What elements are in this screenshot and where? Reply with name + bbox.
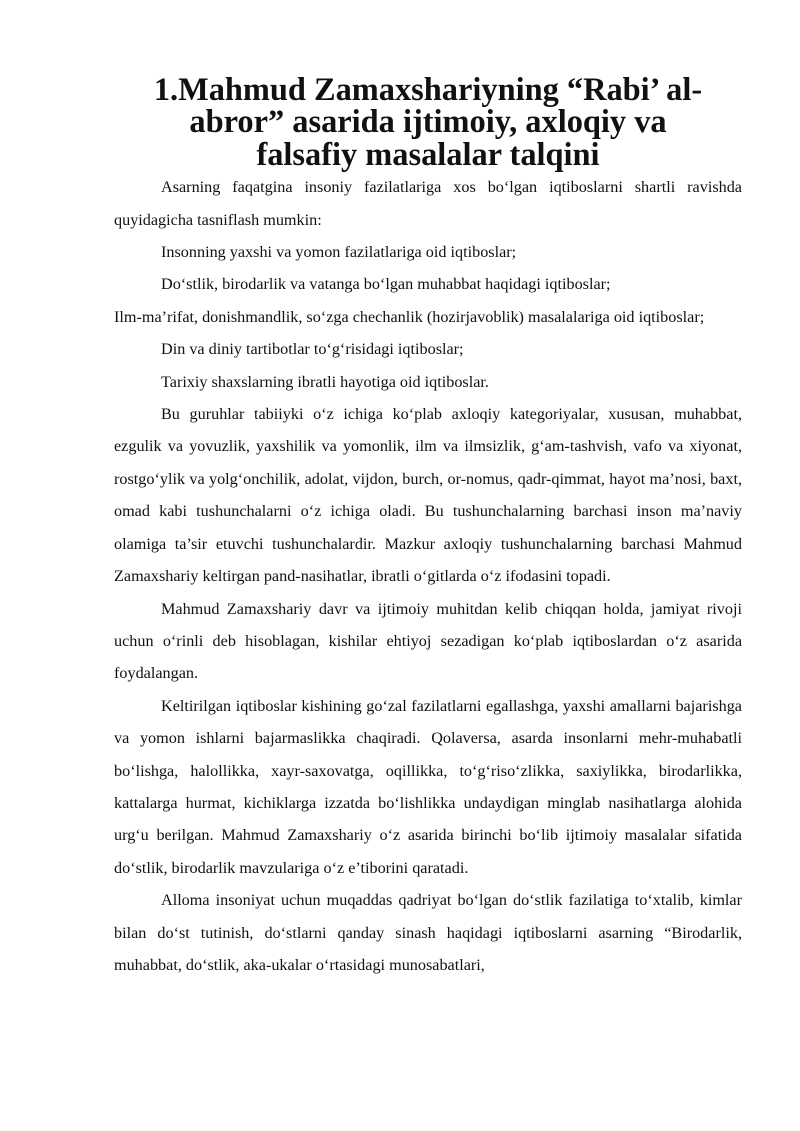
paragraph-intro: Asarning faqatgina insoniy fazilatlariga xos bo‘lgan iqtiboslarni shartli ravishda quyidagicha tasniflash mumkin: — [114, 178, 742, 229]
title-line-1: 1.Mahmud Zamaxshariyning “Rabi’ al-abror” asarida ijtimoiy, axloqiy va — [153, 72, 703, 141]
document-title — [114, 74, 742, 171]
paragraph-friendship: Alloma insoniyat uchun muqaddas qadriyat bo‘lgan do‘stlik fazilatiga to‘xtalib, kimlar bilan do‘st tutinish, do‘stlarni qanday sinash haqidagi iqtiboslarni asarning “Birodarlik, muhabbat, do‘stlik, aka-ukalar o‘rtasidagi munosabatlari, — [114, 891, 742, 974]
list-item-history: Tarixiy shaxslarning ibratli hayotiga oid iqtiboslar. — [161, 372, 489, 391]
paragraph-moral-calls: Keltirilgan iqtiboslar kishining go‘zal fazilatlarni egallashga, yaxshi amallarni bajarishga va yomon ishlarni bajarmaslikka chaqiradi. Qolaversa, asarda insonlarni mehr-muhabatli bo‘lishga, halollikka, xayr-saxovatga, oqillikka, to‘g‘riso‘zlikka, saxiylikka, birodarlikka, kattalarga hurmat, kichiklarga izzatda bo‘lishlikka undaydigan minglab nasihatlarga alohida urg‘u berilgan. Mahmud Zamaxshariy o‘z asarida birinchi bo‘lib ijtimoiy masalalar sifatida do‘stlik, birodarlik mavzulariga o‘z e’tiborini qaratadi. — [114, 696, 742, 877]
paragraph-social-context: Mahmud Zamaxshariy davr va ijtimoiy muhitdan kelib chiqqan holda, jamiyat rivoji uchun o‘rinli deb hisoblagan, kishilar ehtiyoj sezadigan ko‘plab iqtiboslardan o‘z asarida foydalangan. — [114, 599, 742, 683]
list-item-religion: Din va diniy tartibotlar to‘g‘risidagi iqtiboslar; — [161, 340, 464, 359]
title-line-2: falsafiy masalalar talqini — [256, 136, 600, 173]
paragraph-categories: Bu guruhlar tabiiyki o‘z ichiga ko‘plab axloqiy kategoriyalar, xususan, muhabbat, ezgulik va yovuzlik, yaxshilik va yomonlik, ilm va ilmsizlik, g‘am-tashvish, vafo va xiyonat, rostgo‘ylik va yolg‘onchilik, adolat, vijdon, burch, or-nomus, qadr-qimmat, hayot ma’nosi, baxt, omad kabi tushunchalarni o‘z ichiga oladi. Bu tushunchalarning barchasi inson ma’naviy olamiga ta’sir etuvchi tushunchalardir. Mazkur axloqiy tushunchalarning barchasi Mahmud Zamaxshariy keltirgan pand-nasihatlar, ibratli o‘gitlarda o‘z ifodasini topadi. — [114, 405, 742, 586]
document-page — [114, 74, 742, 981]
list-item-virtues: Insonning yaxshi va yomon fazilatlariga oid iqtiboslar; — [161, 243, 517, 262]
list-item-friendship: Do‘stlik, birodarlik va vatanga bo‘lgan muhabbat haqidagi iqtiboslar; — [161, 275, 611, 294]
list-item-knowledge: Ilm-ma’rifat, donishmandlik, so‘zga chechanlik (hozirjavoblik) masalalariga oid iqtiboslar; — [114, 307, 705, 326]
